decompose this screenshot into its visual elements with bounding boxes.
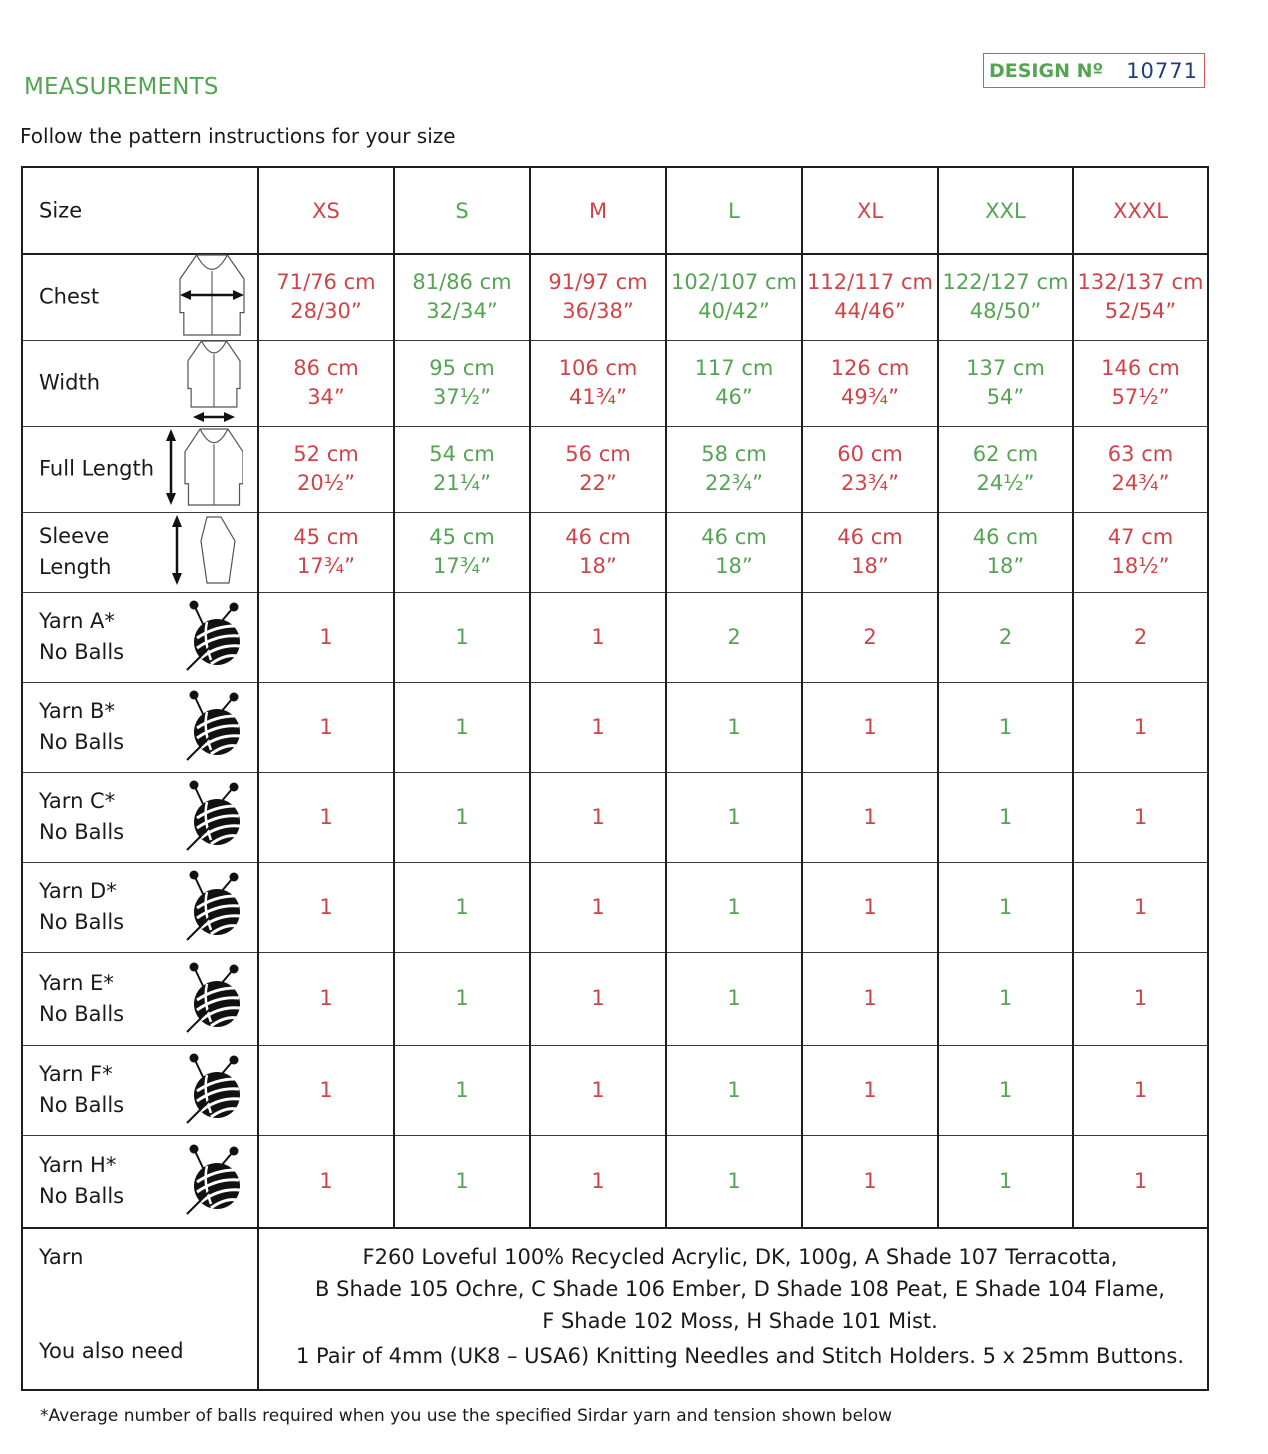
ball-count-cell	[938, 682, 1073, 772]
page-title: MEASUREMENTS	[24, 74, 219, 100]
value-cm: 52 cm	[293, 442, 359, 466]
value-inches: 57½”	[1111, 385, 1170, 409]
ball-count-cell	[938, 1135, 1073, 1228]
ball-count: 1	[319, 804, 333, 829]
value-inches: 17¾”	[433, 554, 491, 578]
measurement-label-line2: Length	[39, 555, 112, 579]
yarn-label-cell	[22, 1135, 258, 1228]
value-inches: 18”	[986, 554, 1025, 578]
value-inches: 54”	[986, 385, 1025, 409]
value-cm: 137 cm	[966, 356, 1045, 380]
value-cm: 91/97 cm	[548, 270, 648, 295]
ball-count: 1	[1133, 894, 1148, 919]
ball-count-cell	[530, 1135, 666, 1228]
yarn-label-cell	[22, 1045, 258, 1135]
yarn-details-label: Yarn	[39, 1245, 84, 1269]
measurement-cell	[258, 340, 394, 426]
page-subtitle: Follow the pattern instructions for your size	[20, 124, 456, 148]
yarn-row	[22, 1045, 1208, 1135]
yarn-label	[39, 1059, 124, 1121]
ball-count-cell	[394, 1045, 530, 1135]
yarn-row	[22, 772, 1208, 862]
measurement-cell	[394, 340, 530, 426]
cardigan-length-icon	[163, 425, 243, 513]
yarn-label-line1: Yarn H*	[39, 1153, 117, 1178]
measurement-label-line1: Sleeve	[39, 524, 110, 548]
size-header-cell	[666, 167, 802, 254]
measurement-label	[39, 521, 111, 583]
ball-count: 1	[1133, 986, 1148, 1010]
ball-count: 1	[319, 1168, 333, 1193]
yarn-label	[39, 1150, 124, 1212]
ball-count: 1	[998, 1077, 1013, 1102]
ball-count: 1	[998, 804, 1013, 829]
value-cm: 132/137 cm	[1077, 270, 1204, 295]
yarn-label-line2: No Balls	[39, 1001, 125, 1026]
value-inches: 18”	[851, 554, 889, 578]
size-header: XXXL	[1113, 198, 1168, 223]
value-inches: 18½”	[1111, 554, 1170, 578]
ball-count-cell	[802, 952, 938, 1045]
ball-count-cell	[258, 862, 394, 952]
ball-count-cell	[802, 862, 938, 952]
ball-count-cell	[802, 772, 938, 862]
ball-count: 1	[863, 1077, 877, 1102]
yarn-description-line: F260 Loveful 100% Recycled Acrylic, DK, 100g, A Shade 107 Terracotta,	[362, 1245, 1118, 1269]
cardigan-width-icon	[183, 339, 243, 427]
ball-count: 1	[455, 714, 469, 739]
ball-count-cell	[530, 592, 666, 682]
ball-count: 1	[455, 804, 469, 829]
value-inches: 22¾”	[705, 471, 763, 495]
value-inches: 18”	[579, 554, 617, 578]
ball-count-cell	[666, 682, 802, 772]
measurement-label	[39, 282, 99, 313]
yarn-label	[39, 606, 124, 668]
ball-count: 1	[319, 986, 333, 1010]
ball-count-cell	[394, 592, 530, 682]
ball-count: 1	[727, 1077, 741, 1102]
yarn-row	[22, 682, 1208, 772]
cardigan-chest-icon	[177, 253, 247, 341]
measurement-cell	[394, 426, 530, 512]
value-inches: 34”	[307, 385, 345, 409]
measurement-cell	[802, 254, 938, 340]
measurement-cell	[802, 512, 938, 592]
ball-count: 1	[319, 714, 333, 739]
value-inches: 24½”	[976, 471, 1035, 495]
value-cm: 45 cm	[293, 525, 359, 549]
measurement-label-cell	[22, 426, 258, 512]
ball-count-cell	[530, 1045, 666, 1135]
value-inches: 46”	[715, 385, 753, 409]
ball-count-cell	[938, 772, 1073, 862]
design-number: 10771	[1126, 58, 1198, 83]
ball-count: 2	[727, 624, 741, 649]
ball-count: 1	[863, 894, 877, 919]
yarn-ball-icon	[185, 688, 245, 766]
value-cm: 46 cm	[701, 525, 767, 549]
measurement-cell	[1073, 254, 1208, 340]
size-header-cell	[530, 167, 666, 254]
measurement-row	[22, 340, 1208, 426]
measurement-row	[22, 254, 1208, 340]
yarn-label-line2: No Balls	[39, 1093, 125, 1117]
size-header-cell	[1073, 167, 1208, 254]
ball-count: 1	[1133, 714, 1148, 739]
value-inches: 23¾”	[841, 471, 899, 495]
ball-count-cell	[530, 772, 666, 862]
size-label-cell	[22, 167, 258, 254]
ball-count-cell	[666, 952, 802, 1045]
ball-count-cell	[258, 1045, 394, 1135]
ball-count: 1	[727, 894, 741, 919]
measurement-cell	[938, 426, 1073, 512]
ball-count: 1	[998, 894, 1013, 919]
value-inches: 40/42”	[698, 299, 770, 324]
size-header-cell	[938, 167, 1073, 254]
ball-count: 1	[863, 986, 877, 1010]
yarn-label-line1: Yarn B*	[39, 699, 115, 723]
yarn-label-line1: Yarn E*	[39, 970, 114, 995]
ball-count-cell	[938, 862, 1073, 952]
value-inches: 22”	[579, 471, 617, 495]
ball-count: 2	[863, 624, 877, 649]
ball-count-cell	[666, 1045, 802, 1135]
ball-count: 1	[455, 624, 469, 649]
yarn-ball-icon	[185, 1142, 245, 1220]
value-cm: 46 cm	[565, 525, 631, 549]
ball-count: 1	[591, 1168, 605, 1193]
size-header-cell	[394, 167, 530, 254]
yarn-row	[22, 1135, 1208, 1228]
measurement-cell	[530, 254, 666, 340]
yarn-label-cell	[22, 772, 258, 862]
value-cm: 126 cm	[830, 356, 910, 380]
ball-count: 1	[591, 1077, 605, 1102]
value-cm: 146 cm	[1101, 356, 1180, 380]
yarn-label-line1: Yarn C*	[39, 789, 116, 813]
value-cm: 106 cm	[558, 356, 638, 380]
ball-count-cell	[530, 862, 666, 952]
measurement-cell	[394, 254, 530, 340]
ball-count-cell	[394, 862, 530, 952]
measurement-cell	[938, 254, 1073, 340]
ball-count-cell	[666, 1135, 802, 1228]
ball-count: 1	[591, 804, 605, 829]
yarn-label-line1: Yarn A*	[39, 609, 115, 633]
value-cm: 56 cm	[565, 442, 631, 466]
measurements-table	[21, 166, 1209, 1391]
also-need-text: 1 Pair of 4mm (UK8 – USA6) Knitting Needles and Stitch Holders. 5 x 25mm Buttons.	[295, 1344, 1185, 1368]
ball-count: 1	[319, 894, 333, 919]
ball-count: 1	[727, 1168, 741, 1193]
ball-count-cell	[258, 772, 394, 862]
design-number-box	[983, 53, 1205, 88]
ball-count: 1	[319, 1077, 333, 1102]
yarn-description-line: F Shade 102 Moss, H Shade 101 Mist.	[542, 1309, 938, 1333]
measurement-label-cell	[22, 340, 258, 426]
ball-count: 1	[455, 894, 469, 919]
value-inches: 52/54”	[1104, 299, 1177, 324]
measurement-cell	[530, 512, 666, 592]
ball-count-cell	[938, 1045, 1073, 1135]
size-header: XL	[856, 198, 884, 223]
ball-count-cell	[802, 592, 938, 682]
ball-count-cell	[1073, 682, 1208, 772]
yarn-details-label-cell	[22, 1228, 258, 1390]
value-inches: 18”	[715, 554, 753, 578]
yarn-label-line2: No Balls	[39, 730, 125, 754]
ball-count-cell	[802, 682, 938, 772]
ball-count: 1	[998, 714, 1013, 739]
ball-count-cell	[258, 952, 394, 1045]
size-header: M	[588, 198, 608, 223]
yarn-ball-icon	[185, 960, 245, 1038]
measurement-row	[22, 512, 1208, 592]
measurement-cell	[802, 340, 938, 426]
size-header-cell	[258, 167, 394, 254]
measurement-cell	[530, 426, 666, 512]
yarn-label-cell	[22, 682, 258, 772]
ball-count: 1	[727, 714, 741, 739]
yarn-label-line2: No Balls	[39, 820, 125, 844]
value-cm: 63 cm	[1107, 442, 1174, 466]
ball-count: 1	[319, 624, 333, 649]
yarn-ball-icon	[185, 1051, 245, 1129]
ball-count: 1	[455, 986, 469, 1010]
value-inches: 17¾”	[297, 554, 355, 578]
value-cm: 81/86 cm	[412, 270, 512, 295]
measurement-label-cell	[22, 254, 258, 340]
ball-count: 1	[591, 624, 605, 649]
sleeve-length-icon	[165, 513, 245, 591]
ball-count-cell	[666, 862, 802, 952]
value-cm: 45 cm	[429, 525, 495, 549]
size-label: Size	[39, 198, 83, 222]
value-cm: 47 cm	[1107, 525, 1174, 549]
size-header: S	[455, 198, 469, 223]
value-cm: 46 cm	[837, 525, 903, 549]
value-inches: 44/46”	[834, 299, 906, 324]
value-inches: 32/34”	[426, 299, 498, 324]
measurement-cell	[666, 512, 802, 592]
value-inches: 20½”	[297, 471, 355, 495]
ball-count-cell	[1073, 1045, 1208, 1135]
ball-count: 2	[1133, 624, 1148, 649]
size-header: L	[728, 198, 740, 223]
yarn-ball-icon	[185, 868, 245, 946]
ball-count-cell	[258, 682, 394, 772]
value-inches: 49¾”	[841, 385, 899, 409]
ball-count: 1	[591, 714, 605, 739]
ball-count-cell	[1073, 862, 1208, 952]
ball-count-cell	[258, 592, 394, 682]
ball-count: 1	[863, 1168, 877, 1193]
value-inches: 37½”	[433, 385, 491, 409]
measurement-cell	[666, 340, 802, 426]
ball-count: 1	[998, 986, 1013, 1010]
ball-count-cell	[394, 952, 530, 1045]
value-cm: 102/107 cm	[671, 270, 797, 295]
value-cm: 60 cm	[837, 442, 903, 466]
measurement-label-cell	[22, 512, 258, 592]
yarn-label-line2: No Balls	[39, 640, 125, 664]
ball-count-cell	[394, 772, 530, 862]
size-row	[22, 167, 1208, 254]
size-header: XXL	[985, 198, 1026, 223]
value-inches: 41¾”	[569, 385, 627, 409]
ball-count-cell	[802, 1045, 938, 1135]
ball-count: 1	[591, 986, 605, 1010]
size-header: XS	[312, 198, 340, 223]
yarn-ball-icon	[185, 778, 245, 856]
yarn-details-text-cell	[258, 1228, 1208, 1390]
design-label: DESIGN Nº	[989, 59, 1104, 82]
ball-count: 1	[727, 986, 741, 1010]
measurement-cell	[938, 340, 1073, 426]
yarn-label-line1: Yarn D*	[39, 879, 117, 903]
measurement-cell	[258, 254, 394, 340]
ball-count: 1	[863, 804, 877, 829]
value-cm: 112/117 cm	[807, 270, 933, 295]
value-cm: 71/76 cm	[276, 270, 376, 295]
value-cm: 122/127 cm	[942, 270, 1069, 295]
measurement-cell	[666, 426, 802, 512]
ball-count-cell	[1073, 1135, 1208, 1228]
ball-count-cell	[1073, 952, 1208, 1045]
measurement-cell	[1073, 426, 1208, 512]
ball-count: 1	[1133, 1168, 1148, 1193]
ball-count: 1	[998, 1168, 1013, 1193]
ball-count: 1	[727, 804, 741, 829]
ball-count: 1	[455, 1077, 469, 1102]
value-cm: 46 cm	[972, 525, 1039, 549]
ball-count-cell	[258, 1135, 394, 1228]
ball-count: 1	[1133, 1077, 1148, 1102]
ball-count-cell	[938, 952, 1073, 1045]
yarn-ball-icon	[185, 598, 245, 676]
yarn-description-line: B Shade 105 Ochre, C Shade 106 Ember, D Shade 108 Peat, E Shade 104 Flame,	[315, 1277, 1165, 1301]
yarn-label-line2: No Balls	[39, 910, 125, 934]
yarn-row	[22, 952, 1208, 1045]
measurement-label-text: Full Length	[39, 456, 155, 481]
ball-count-cell	[938, 592, 1073, 682]
measurement-cell	[1073, 340, 1208, 426]
measurement-cell	[258, 426, 394, 512]
yarn-label	[39, 968, 124, 1030]
ball-count: 1	[455, 1168, 469, 1193]
yarn-label-cell	[22, 952, 258, 1045]
ball-count-cell	[1073, 772, 1208, 862]
yarn-label	[39, 696, 124, 758]
ball-count-cell	[666, 592, 802, 682]
ball-count-cell	[1073, 592, 1208, 682]
ball-count-cell	[394, 682, 530, 772]
measurement-label	[39, 368, 100, 399]
also-need-label: You also need	[39, 1339, 184, 1363]
yarn-label-cell	[22, 862, 258, 952]
measurement-label	[39, 454, 154, 485]
measurement-row	[22, 426, 1208, 512]
value-cm: 86 cm	[293, 356, 359, 380]
measurement-cell	[666, 254, 802, 340]
ball-count: 1	[1133, 804, 1148, 829]
yarn-details-row	[22, 1228, 1208, 1390]
value-cm: 54 cm	[429, 442, 495, 466]
value-inches: 36/38”	[562, 299, 634, 324]
size-header-cell	[802, 167, 938, 254]
value-cm: 58 cm	[701, 442, 767, 466]
yarn-label	[39, 876, 124, 938]
measurement-cell	[938, 512, 1073, 592]
value-inches: 28/30”	[290, 299, 362, 324]
ball-count: 1	[863, 714, 877, 739]
measurement-cell	[1073, 512, 1208, 592]
measurement-cell	[258, 512, 394, 592]
measurement-label-text: Width	[39, 370, 101, 395]
value-inches: 21¼”	[433, 471, 491, 495]
measurement-label-text: Chest	[39, 284, 100, 309]
ball-count: 2	[998, 624, 1013, 649]
yarn-label-line1: Yarn F*	[39, 1062, 113, 1086]
value-inches: 24¾”	[1111, 471, 1170, 495]
yarn-label-line2: No Balls	[39, 1184, 125, 1209]
measurement-cell	[530, 340, 666, 426]
ball-count-cell	[802, 1135, 938, 1228]
yarn-label-cell	[22, 592, 258, 682]
yarn-label	[39, 786, 124, 848]
ball-count-cell	[666, 772, 802, 862]
measurement-cell	[802, 426, 938, 512]
measurement-cell	[394, 512, 530, 592]
yarn-row	[22, 592, 1208, 682]
value-cm: 62 cm	[972, 442, 1039, 466]
footnote: *Average number of balls required when you use the specified Sirdar yarn and tension shown below	[40, 1406, 893, 1426]
value-cm: 117 cm	[694, 356, 774, 380]
value-inches: 48/50”	[969, 299, 1042, 324]
value-cm: 95 cm	[429, 356, 495, 380]
ball-count-cell	[530, 952, 666, 1045]
ball-count-cell	[530, 682, 666, 772]
yarn-row	[22, 862, 1208, 952]
ball-count: 1	[591, 894, 605, 919]
ball-count-cell	[394, 1135, 530, 1228]
